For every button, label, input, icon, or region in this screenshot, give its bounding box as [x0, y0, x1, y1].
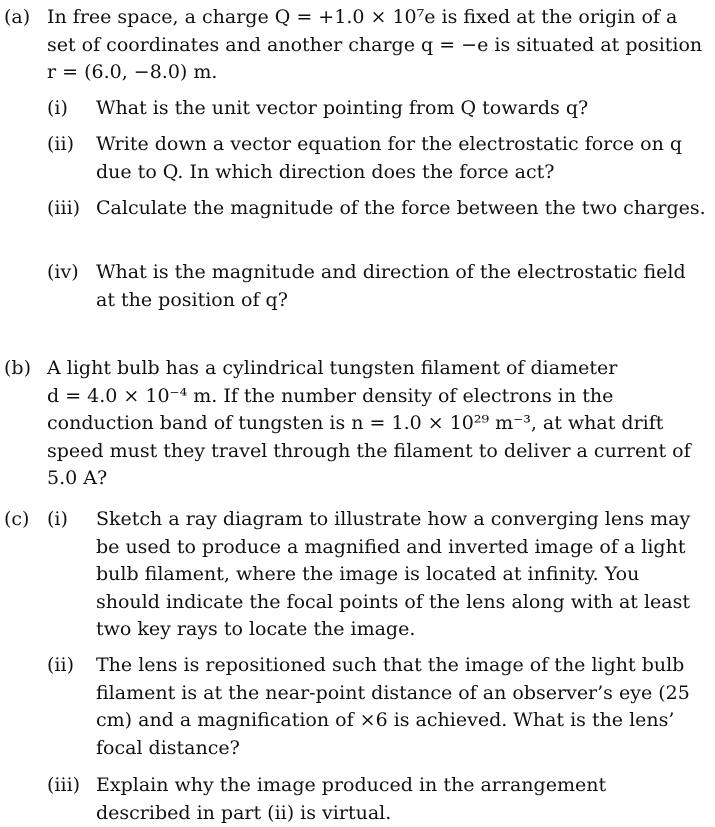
question-line: focal distance? — [96, 736, 240, 759]
part-b-line: d = 4.0 × 10⁻⁴ m. If the number density of electrons in the — [47, 384, 614, 407]
question-line: described in part (ii) is virtual. — [96, 801, 392, 824]
question-line: should indicate the focal points of the lens along with at least — [96, 590, 691, 613]
question-label: (iii) — [47, 774, 81, 796]
part-b-label: (b) — [4, 357, 31, 379]
question-line: Explain why the image produced in the arrangement — [96, 774, 607, 796]
question-text — [96, 259, 712, 314]
question-line: at the position of q? — [96, 288, 288, 311]
question-label: (ii) — [47, 654, 74, 676]
question-line: What is the unit vector pointing from Q towards q? — [96, 97, 589, 119]
question-label: (i) — [47, 97, 68, 119]
question-text — [96, 506, 712, 644]
part-a-intro-line-3: r = (6.0, −8.0) m. — [47, 61, 218, 83]
question-text — [96, 195, 712, 223]
question-line: bulb filament, where the image is located at infinity. You — [96, 563, 640, 585]
part-b-text — [47, 355, 712, 493]
question-label: (iii) — [47, 197, 81, 219]
question-line: cm) and a magnification of ×6 is achieved. What is the lens’ — [96, 709, 675, 731]
question-line: two key rays to locate the image. — [96, 618, 416, 640]
question-line: Write down a vector equation for the electrostatic force on q — [96, 133, 683, 155]
question-line: The lens is repositioned such that the image of the light bulb — [96, 654, 685, 676]
question-label: (i) — [47, 508, 68, 530]
part-b-line: A light bulb has a cylindrical tungsten filament of diameter — [47, 357, 618, 379]
part-b-line: 5.0 A? — [47, 467, 108, 489]
question-label: (ii) — [47, 133, 74, 155]
part-b-line: conduction band of tungsten is n = 1.0 × 10²⁹ m⁻³, at what drift — [47, 412, 664, 434]
part-b-line: speed must they travel through the filament to deliver a current of — [47, 439, 691, 462]
question-text — [96, 131, 712, 186]
question-line: be used to produce a magnified and inverted image of a light — [96, 535, 686, 558]
part-a-intro-line-2: set of coordinates and another charge q = −e is situated at position — [47, 33, 703, 56]
part-a-intro — [47, 4, 712, 87]
question-line: due to Q. In which direction does the force act? — [96, 160, 555, 183]
question-line: filament is at the near-point distance of an observer’s eye (25 — [96, 681, 690, 704]
question-text — [96, 95, 712, 123]
question-line: What is the magnitude and direction of the electrostatic field — [96, 261, 686, 283]
part-c-label: (c) — [4, 508, 30, 530]
question-label: (iv) — [47, 261, 79, 283]
part-a-intro-line-1: In free space, a charge Q = +1.0 × 10⁷e is fixed at the origin of a — [47, 6, 678, 28]
question-line: Sketch a ray diagram to illustrate how a converging lens may — [96, 508, 691, 530]
question-text — [96, 772, 712, 827]
part-a-label: (a) — [4, 6, 31, 28]
question-line: Calculate the magnitude of the force between the two charges. — [96, 197, 706, 219]
question-text — [96, 652, 712, 762]
